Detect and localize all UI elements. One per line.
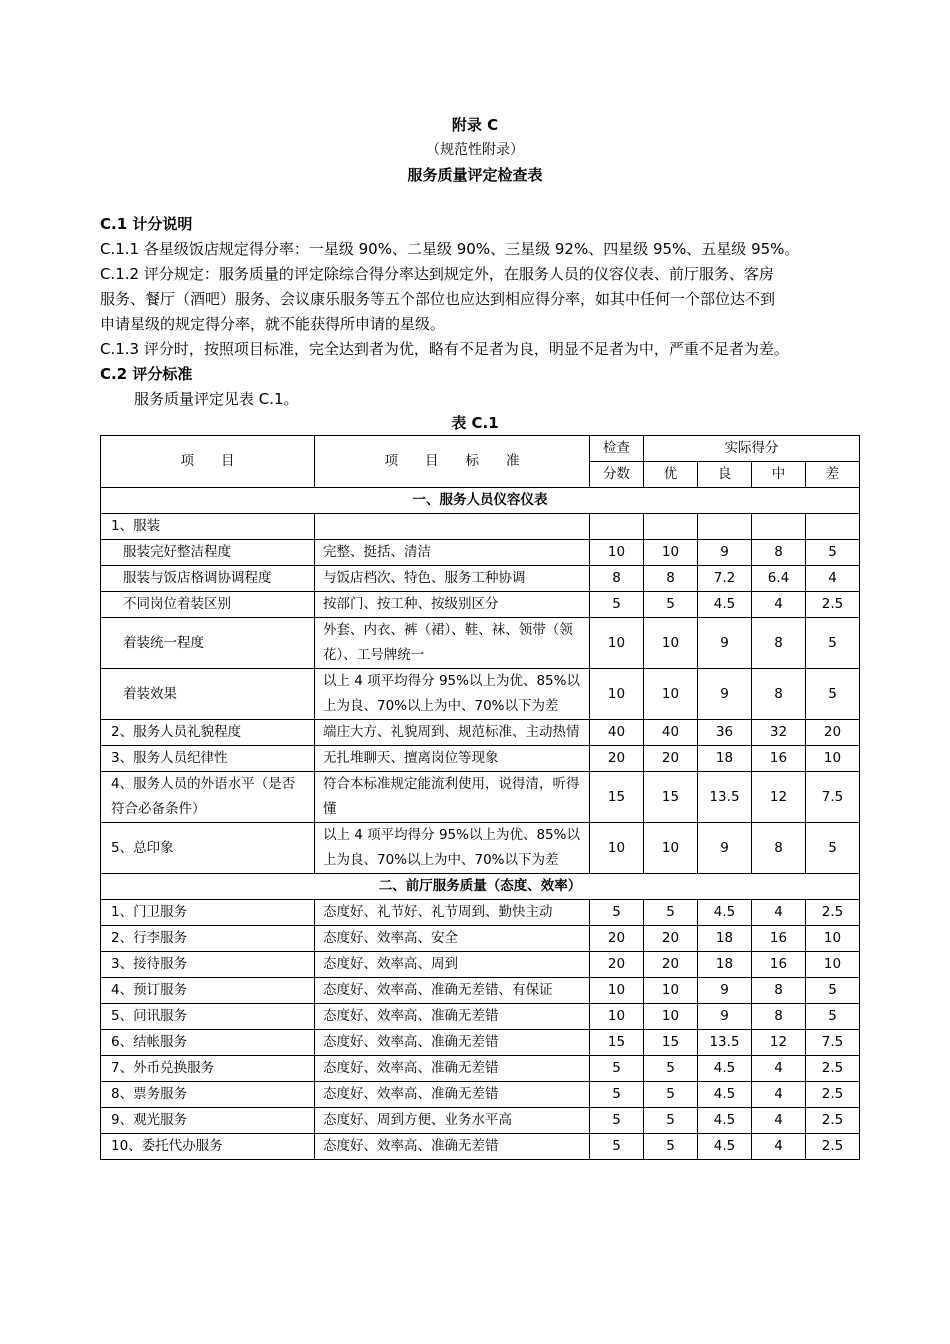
check-score-cell: 40 [590,720,644,746]
grade-excellent-cell: 10 [644,540,698,566]
c1-2-line2: 服务、餐厅（酒吧）服务、会议康乐服务等五个部位也应达到相应得分率，如其中任何一个部位达不到 [100,290,776,308]
item-cell: 服装与饭店格调协调程度 [101,566,315,592]
check-score-cell: 10 [590,669,644,720]
grade-fair-cell: 16 [752,952,806,978]
grade-excellent-cell: 5 [644,900,698,926]
grade-poor-cell: 20 [806,720,860,746]
standard-cell: 符合本标准规定能流利使用，说得清，听得懂 [315,772,590,823]
grade-poor-cell: 5 [806,669,860,720]
item-cell: 7、外币兑换服务 [101,1056,315,1082]
table-row [101,746,860,772]
grade-fair-cell: 12 [752,1030,806,1056]
grade-poor-cell: 5 [806,1004,860,1030]
grade-fair-cell: 6.4 [752,566,806,592]
grade-good-cell: 13.5 [698,1030,752,1056]
standard-cell: 与饭店档次、特色、服务工种协调 [315,566,590,592]
grade-fair-cell: 4 [752,592,806,618]
table-row [101,952,860,978]
grade-fair-cell: 16 [752,746,806,772]
grade-poor-cell: 4 [806,566,860,592]
grade-fair-cell: 4 [752,1082,806,1108]
grade-excellent-cell: 5 [644,1134,698,1160]
grade-excellent-cell: 10 [644,1004,698,1030]
header-actual-score: 实际得分 [644,436,860,462]
standard-cell: 按部门、按工种、按级别区分 [315,592,590,618]
item-cell: 8、票务服务 [101,1082,315,1108]
grade-excellent-cell: 15 [644,1030,698,1056]
item-cell: 3、接待服务 [101,952,315,978]
grade-good-cell: 13.5 [698,772,752,823]
check-score-cell: 20 [590,926,644,952]
grade-excellent-cell: 15 [644,772,698,823]
item-cell: 10、委托代办服务 [101,1134,315,1160]
grade-poor-cell: 7.5 [806,772,860,823]
grade-fair-cell: 4 [752,1134,806,1160]
item-cell: 着装效果 [101,669,315,720]
grade-fair-cell: 8 [752,540,806,566]
header-grade-fair: 中 [752,462,806,488]
grade-fair-cell: 32 [752,720,806,746]
table-row [101,874,860,900]
item-cell: 4、预订服务 [101,978,315,1004]
grade-poor-cell: 5 [806,618,860,669]
check-score-cell: 5 [590,1082,644,1108]
grade-excellent-cell: 5 [644,592,698,618]
document-title: 服务质量评定检查表 [407,166,543,184]
grade-excellent-cell: 5 [644,1056,698,1082]
grade-excellent-cell: 10 [644,978,698,1004]
grade-good-cell: 9 [698,1004,752,1030]
standard-cell: 态度好、礼节好、礼节周到、勤快主动 [315,900,590,926]
table-body [101,488,860,1160]
item-cell: 4、服务人员的外语水平（是否符合必备条件） [101,772,315,823]
c2-text: 服务质量评定见表 C.1。 [134,390,299,408]
check-score-cell: 5 [590,900,644,926]
table-row [101,592,860,618]
table-row [101,1082,860,1108]
standard-cell: 态度好、效率高、准确无差错 [315,1030,590,1056]
grade-excellent-cell: 20 [644,952,698,978]
table-row [101,926,860,952]
check-score-cell: 15 [590,1030,644,1056]
standard-cell: 以上 4 项平均得分 95%以上为优、85%以上为良、70%以上为中、70%以下为差 [315,823,590,874]
grade-good-cell [698,514,752,540]
table-row [101,1134,860,1160]
standard-cell: 态度好、效率高、准确无差错 [315,1056,590,1082]
quality-table [100,435,860,1160]
grade-excellent-cell: 8 [644,566,698,592]
item-cell: 2、行李服务 [101,926,315,952]
item-cell: 5、问讯服务 [101,1004,315,1030]
standard-cell: 完整、挺括、清洁 [315,540,590,566]
grade-poor-cell: 2.5 [806,1134,860,1160]
grade-good-cell: 4.5 [698,1134,752,1160]
standard-cell: 态度好、周到方便、业务水平高 [315,1108,590,1134]
grade-fair-cell: 4 [752,1108,806,1134]
grade-excellent-cell: 10 [644,669,698,720]
section-heading: 一、服务人员仪容仪表 [101,488,860,514]
check-score-cell: 5 [590,1108,644,1134]
grade-poor-cell [806,514,860,540]
grade-excellent-cell: 20 [644,746,698,772]
check-score-cell: 10 [590,823,644,874]
check-score-cell: 20 [590,952,644,978]
grade-good-cell: 4.5 [698,592,752,618]
grade-good-cell: 9 [698,978,752,1004]
standard-cell: 态度好、效率高、周到 [315,952,590,978]
table-row [101,1004,860,1030]
grade-poor-cell: 5 [806,978,860,1004]
grade-good-cell: 4.5 [698,900,752,926]
table-row [101,823,860,874]
table-row [101,1056,860,1082]
standard-cell: 态度好、效率高、准确无差错 [315,1082,590,1108]
check-score-cell: 5 [590,592,644,618]
check-score-cell: 20 [590,746,644,772]
section-heading: 二、前厅服务质量（态度、效率） [101,874,860,900]
check-score-cell: 10 [590,1004,644,1030]
grade-excellent-cell: 20 [644,926,698,952]
header-grade-excellent: 优 [644,462,698,488]
item-cell: 1、服装 [101,514,315,540]
grade-good-cell: 9 [698,540,752,566]
grade-good-cell: 7.2 [698,566,752,592]
item-cell: 服装完好整洁程度 [101,540,315,566]
standard-cell: 以上 4 项平均得分 95%以上为优、85%以上为良、70%以上为中、70%以下为差 [315,669,590,720]
item-cell: 1、门卫服务 [101,900,315,926]
header-standard: 项 目 标 准 [315,436,590,488]
standard-cell: 态度好、效率高、准确无差错、有保证 [315,978,590,1004]
grade-excellent-cell: 10 [644,618,698,669]
item-cell: 2、服务人员礼貌程度 [101,720,315,746]
grade-excellent-cell: 5 [644,1082,698,1108]
appendix-title: 附录 C [451,116,499,134]
grade-fair-cell: 4 [752,1056,806,1082]
header-grade-poor: 差 [806,462,860,488]
table-row [101,720,860,746]
table-caption: 表 C.1 [451,414,499,432]
grade-good-cell: 18 [698,746,752,772]
check-score-cell: 5 [590,1134,644,1160]
grade-good-cell: 4.5 [698,1056,752,1082]
header-check-score-2: 分数 [590,462,644,488]
standard-cell: 态度好、效率高、准确无差错 [315,1134,590,1160]
grade-fair-cell: 8 [752,1004,806,1030]
section-c1 [100,212,870,412]
grade-poor-cell: 10 [806,746,860,772]
item-cell: 3、服务人员纪律性 [101,746,315,772]
table-row [101,618,860,669]
standard-cell: 态度好、效率高、安全 [315,926,590,952]
grade-good-cell: 9 [698,823,752,874]
item-cell: 9、观光服务 [101,1108,315,1134]
grade-poor-cell: 5 [806,540,860,566]
grade-fair-cell: 8 [752,669,806,720]
check-score-cell: 10 [590,618,644,669]
table-row [101,540,860,566]
grade-fair-cell: 8 [752,618,806,669]
grade-good-cell: 9 [698,618,752,669]
c1-2-line1: C.1.2 评分规定：服务质量的评定除综合得分率达到规定外，在服务人员的仪容仪表、前厅服务、客房 [100,265,774,283]
check-score-cell: 10 [590,540,644,566]
table-row [101,669,860,720]
check-score-cell: 15 [590,772,644,823]
grade-fair-cell: 8 [752,823,806,874]
check-score-cell: 8 [590,566,644,592]
table-row [101,1108,860,1134]
grade-fair-cell: 16 [752,926,806,952]
grade-poor-cell: 10 [806,952,860,978]
c1-2-line3: 申请星级的规定得分率，就不能获得所申请的星级。 [100,315,446,333]
table-row [101,1030,860,1056]
grade-good-cell: 36 [698,720,752,746]
grade-excellent-cell: 5 [644,1108,698,1134]
grade-poor-cell: 2.5 [806,900,860,926]
item-cell: 着装统一程度 [101,618,315,669]
header-check-score: 检查 [590,436,644,462]
grade-poor-cell: 2.5 [806,1056,860,1082]
standard-cell: 态度好、效率高、准确无差错 [315,1004,590,1030]
grade-excellent-cell: 10 [644,823,698,874]
grade-poor-cell: 7.5 [806,1030,860,1056]
c1-3-text: C.1.3 评分时，按照项目标准，完全达到者为优，略有不足者为良，明显不足者为中，严重不足者为差。 [100,340,789,358]
grade-fair-cell: 8 [752,978,806,1004]
grade-poor-cell: 2.5 [806,1082,860,1108]
grade-good-cell: 4.5 [698,1108,752,1134]
grade-poor-cell: 10 [806,926,860,952]
table-row [101,566,860,592]
grade-good-cell: 18 [698,952,752,978]
grade-excellent-cell [644,514,698,540]
check-score-cell: 5 [590,1056,644,1082]
standard-cell: 端庄大方、礼貌周到、规范标准、主动热情 [315,720,590,746]
item-cell: 不同岗位着装区别 [101,592,315,618]
table-row [101,978,860,1004]
header-item: 项 目 [101,436,315,488]
c2-heading: C.2 评分标准 [100,365,193,383]
grade-good-cell: 4.5 [698,1082,752,1108]
grade-poor-cell: 2.5 [806,1108,860,1134]
grade-fair-cell [752,514,806,540]
table-row [101,514,860,540]
header-grade-good: 良 [698,462,752,488]
grade-fair-cell: 12 [752,772,806,823]
grade-poor-cell: 5 [806,823,860,874]
grade-good-cell: 18 [698,926,752,952]
grade-good-cell: 9 [698,669,752,720]
standard-cell [315,514,590,540]
c1-heading: C.1 计分说明 [100,215,193,233]
table-row [101,900,860,926]
grade-poor-cell: 2.5 [806,592,860,618]
c1-1-text: C.1.1 各星级饭店规定得分率：一星级 90%、二星级 90%、三星级 92%、四星级 95%、五星级 95%。 [100,240,800,258]
item-cell: 6、结帐服务 [101,1030,315,1056]
appendix-nature: （规范性附录） [426,142,524,158]
item-cell: 5、总印象 [101,823,315,874]
table-row [101,772,860,823]
check-score-cell: 10 [590,978,644,1004]
standard-cell: 无扎堆聊天、擅离岗位等现象 [315,746,590,772]
check-score-cell [590,514,644,540]
grade-excellent-cell: 40 [644,720,698,746]
grade-fair-cell: 4 [752,900,806,926]
standard-cell: 外套、内衣、裤（裙）、鞋、袜、领带（领花）、工号牌统一 [315,618,590,669]
